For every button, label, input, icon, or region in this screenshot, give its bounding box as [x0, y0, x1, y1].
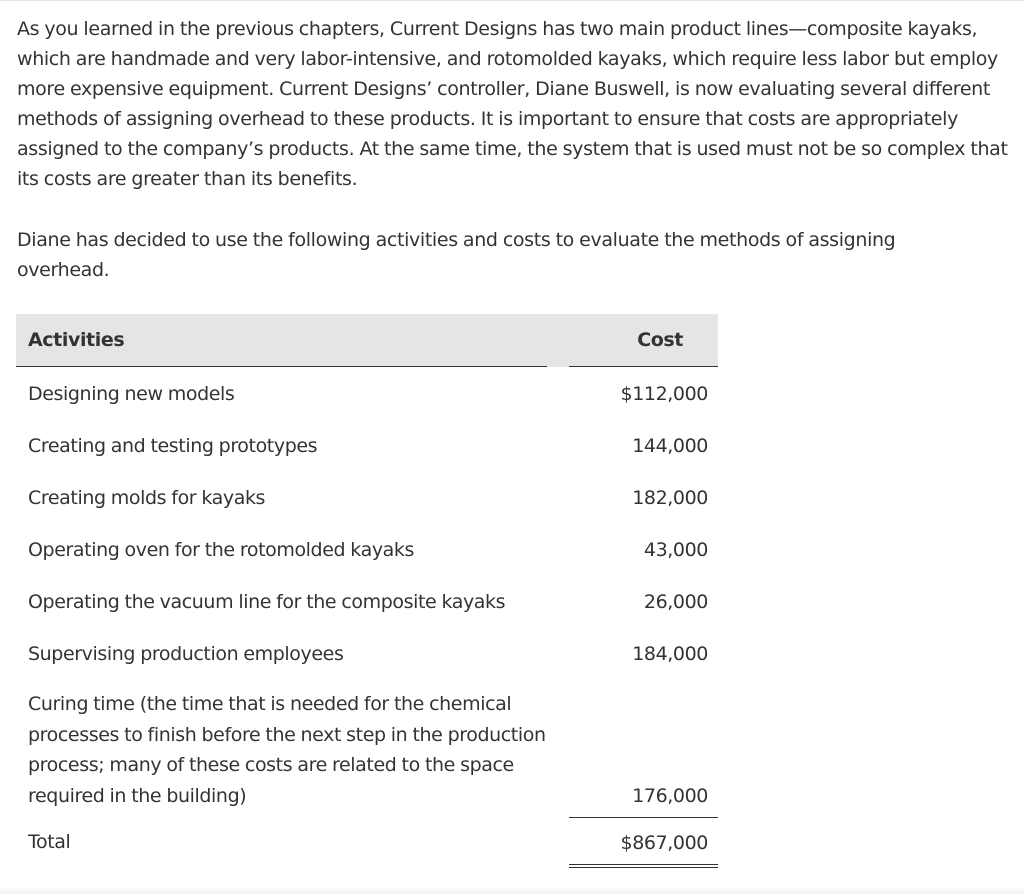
activity-cell: Designing new models	[28, 383, 235, 405]
cost-cell: 144,000	[632, 435, 708, 457]
cost-cell: 26,000	[643, 591, 708, 613]
table-header-row	[16, 314, 718, 367]
activity-cell: Supervising production employees	[28, 643, 344, 665]
table-row	[16, 679, 718, 817]
total-label: Total	[28, 831, 71, 853]
activity-cell: Creating molds for kayaks	[28, 487, 266, 509]
cost-cell: $112,000	[620, 383, 708, 405]
activity-cell: Curing time (the time that is needed for the chemical processes to finish before the next step in the production process; many of these costs are related to the space required in the building)	[28, 693, 546, 807]
activity-cost-table	[16, 314, 718, 868]
intro-paragraph: As you learned in the previous chapters, Current Designs has two main product lines—composite kayaks, which are handmade and very labor-intensive, and rotomolded kayaks, which require less labor but employ more expensive equipment. Current Designs’ controller, Diane Buswell, is now evaluating several different methods of assigning overhead to these products. It is important to ensure that costs are appropriately assigned to the company’s products. At the same time, the system that is used must not be so complex that its costs are greater than its benefits.	[17, 18, 1008, 190]
activity-cell: Creating and testing prototypes	[28, 435, 318, 457]
table-row	[16, 575, 718, 627]
activities-column-header: Activities	[16, 314, 547, 367]
table-row	[16, 367, 718, 420]
table-row	[16, 471, 718, 523]
cost-column-header: Cost	[569, 314, 718, 367]
cost-cell: 182,000	[632, 487, 708, 509]
table-row	[16, 523, 718, 575]
cost-cell: 176,000	[569, 679, 718, 817]
top-divider	[0, 0, 1024, 1]
table-row	[16, 627, 718, 679]
total-cost: $867,000	[569, 817, 718, 866]
lead-in-paragraph: Diane has decided to use the following activities and costs to evaluate the methods of assigning overhead.	[17, 229, 896, 281]
cost-cell: 43,000	[643, 539, 708, 561]
total-row	[16, 817, 718, 866]
header-gap	[547, 314, 569, 367]
cost-cell: 184,000	[632, 643, 708, 665]
activity-cell: Operating oven for the rotomolded kayaks	[28, 539, 415, 561]
bottom-edge	[0, 886, 1024, 894]
activity-cell: Operating the vacuum line for the composite kayaks	[28, 591, 506, 613]
table-row	[16, 419, 718, 471]
